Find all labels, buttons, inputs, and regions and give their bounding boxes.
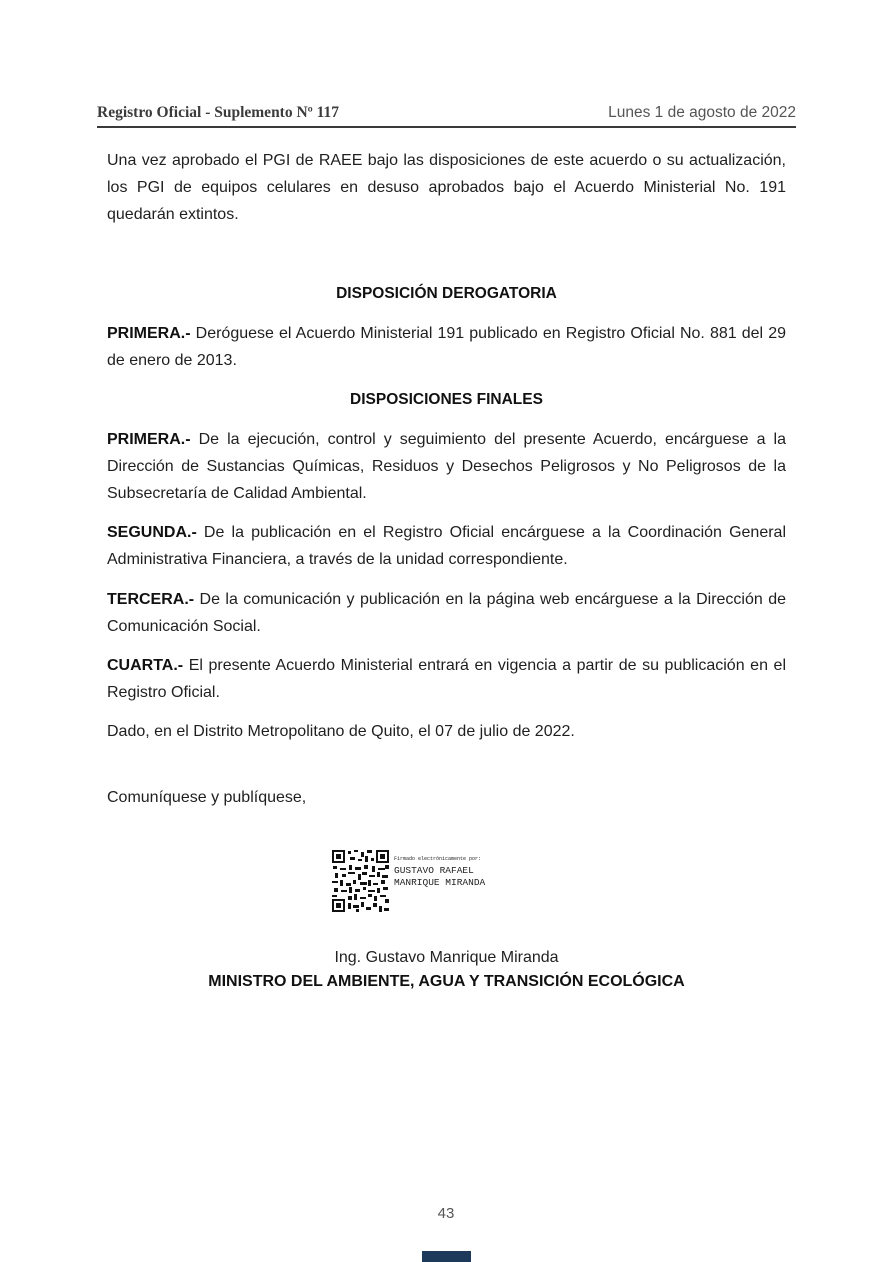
publication-date: Lunes 1 de agosto de 2022 bbox=[608, 104, 796, 121]
clause-label: PRIMERA.- bbox=[107, 325, 191, 342]
signer-title: MINISTRO DEL AMBIENTE, AGUA Y TRANSICIÓN ECOLÓGICA bbox=[208, 973, 685, 990]
publication-title: Registro Oficial - Suplemento Nº 117 bbox=[97, 104, 340, 121]
page-header bbox=[97, 102, 796, 128]
page-number: 43 bbox=[437, 1205, 455, 1222]
signer-name: Ing. Gustavo Manrique Miranda bbox=[334, 949, 559, 966]
final-clause-segunda bbox=[107, 519, 786, 573]
signature-name-line2: MANRIQUE MIRANDA bbox=[394, 877, 486, 888]
clause-label: TERCERA.- bbox=[107, 591, 195, 608]
intro-paragraph: Una vez aprobado el PGI de RAEE bajo las disposiciones de este acuerdo o su actualización, los PGI de equipos celulares en desuso aprobados bajo el Acuerdo Ministerial No. 191 quedarán extintos. bbox=[107, 152, 786, 223]
footer-bar bbox=[422, 1251, 471, 1262]
finales-heading: DISPOSICIONES FINALES bbox=[350, 391, 543, 408]
clause-label: PRIMERA.- bbox=[107, 431, 191, 448]
derogatoria-paragraph bbox=[107, 320, 786, 374]
clause-label: SEGUNDA.- bbox=[107, 524, 197, 541]
clause-text: El presente Acuerdo Ministerial entrará en vigencia a partir de su publicación en el Registro Oficial. bbox=[107, 657, 786, 701]
qr-code-icon bbox=[332, 850, 389, 912]
final-clause-tercera bbox=[107, 586, 786, 640]
clause-text: De la publicación en el Registro Oficial encárguese a la Coordinación General Administrativa Financiera, a través de la unidad correspondiente. bbox=[107, 524, 786, 568]
signature-name-line1: GUSTAVO RAFAEL bbox=[394, 865, 474, 876]
signature-caption: Firmado electrónicamente por: bbox=[394, 856, 482, 862]
final-clause-cuarta bbox=[107, 652, 786, 706]
clause-text: De la ejecución, control y seguimiento del presente Acuerdo, encárguese a la Dirección de Sustancias Químicas, Residuos y Desechos Peligrosos y No Peligrosos de la Subsecretaría de Calidad Ambiental. bbox=[107, 431, 786, 502]
electronic-signature bbox=[332, 850, 562, 912]
derogatoria-heading: DISPOSICIÓN DEROGATORIA bbox=[336, 285, 557, 302]
clause-text: De la comunicación y publicación en la página web encárguese a la Dirección de Comunicación Social. bbox=[107, 591, 786, 635]
comuniquese-paragraph: Comuníquese y publíquese, bbox=[107, 789, 307, 806]
final-clause-primera bbox=[107, 426, 786, 507]
dado-paragraph: Dado, en el Distrito Metropolitano de Quito, el 07 de julio de 2022. bbox=[107, 723, 575, 740]
clause-text: Deróguese el Acuerdo Ministerial 191 publicado en Registro Oficial No. 881 del 29 de enero de 2013. bbox=[107, 325, 786, 369]
clause-label: CUARTA.- bbox=[107, 657, 184, 674]
